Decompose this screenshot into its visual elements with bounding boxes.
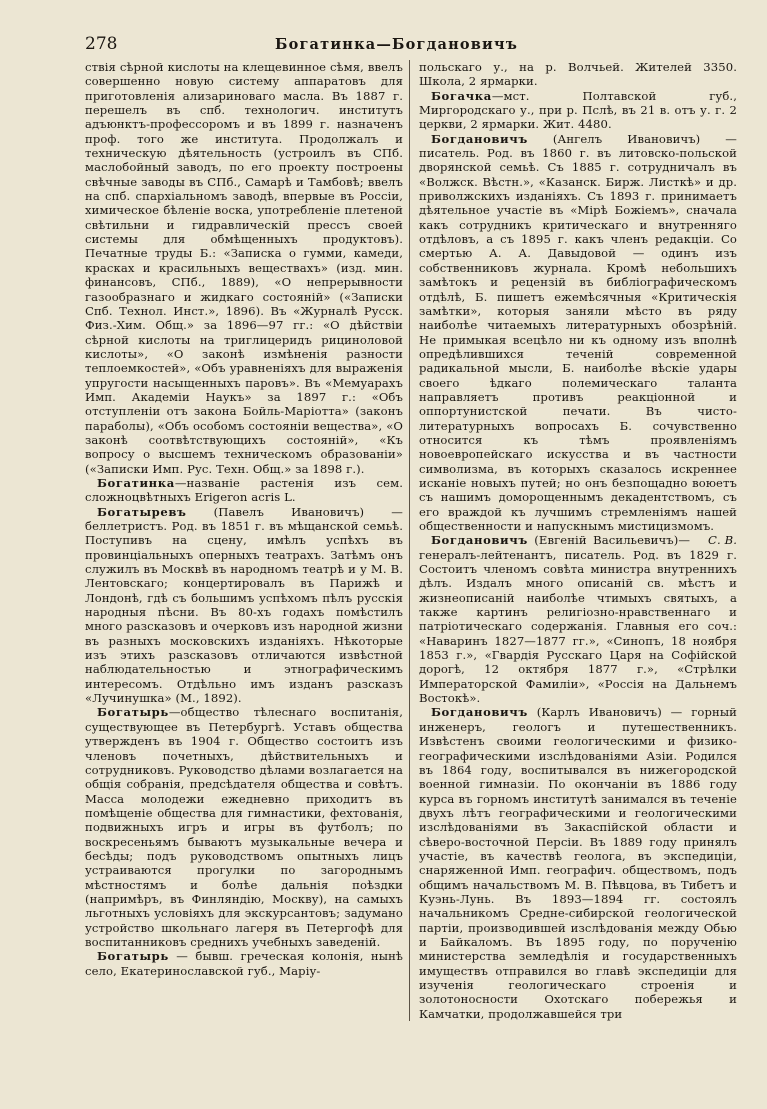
entry-paragraph: [419, 705, 737, 1021]
entry-text: (Евгеній Васильевичъ)— генералъ-лейтенантъ, писатель. Род. въ 1829 г. Состоитъ членомъ совѣта министра внутреннихъ дѣлъ. Издалъ много описаній св. мѣстъ и жизнеописаній наиболѣе чтимыхъ святыхъ, а также картинъ религіозно-нравственнаго и патріотическаго содержанія. Главныя его соч.: «Наваринъ 1827—1877 гг.», «Синопъ, 18 ноября 1853 г.», «Гвардія Русскаго Царя на Софійской дорогѣ, 12 октября 1877 г.», «Стрѣлки Императорской Фамиліи», «Россія на Дальнемъ Востокѣ».: [419, 533, 737, 706]
text-columns: [85, 60, 737, 1021]
entry-text: — бывш. греческая колонія, нынѣ село, Екатеринославской губ., Маріу-: [85, 949, 403, 978]
entry-headword: Богатыревъ: [97, 504, 187, 519]
entry-paragraph: [85, 476, 403, 505]
entry-text: (Ангелъ Ивановичъ) — писатель. Род. въ 1860 г. въ литовско-польской дворянской семьѣ. Съ 1885 г. сотрудничалъ въ «Волжск. Вѣстн.», «Казанск. Бирж. Листкѣ» и др. приволжскихъ изданіяхъ. Съ 1893 г. принимаетъ дѣятельное участіе въ «Мірѣ Божіемъ», сначала какъ сотрудникъ критическаго и внутренняго отдѣловъ, а съ 1895 г. какъ членъ редакціи. Со смертью А. А. Давыдовой — одинъ изъ собственниковъ журнала. Кромѣ небольшихъ замѣтокъ и рецензій въ библіографическомъ отдѣлѣ, Б. пишетъ ежемѣсячныя «Критическія замѣтки», которыя заняли мѣсто въ ряду наиболѣе читаемыхъ литературныхъ обозрѣній. Не примыкая всецѣло ни къ одному изъ вполнѣ опредѣлившихся теченій современной радикальной мысли, Б. наиболѣе вѣскіе удары своего ѣдкаго полемическаго таланта направляетъ противъ реакціонной и оппортунистской печати. Въ чисто-литературныхъ вопросахъ Б. сочувственно относится къ тѣмъ проявленіямъ новоевропейскаго искусства и въ частности символизма, въ которыхъ сказалось искреннее исканіе новыхъ путей; но онъ безпощадно воюетъ съ нашимъ доморощеннымъ декадентствомъ, съ его враждой къ лучшимъ стремленіямъ нашей общественности и напускнымъ мистицизмомъ.: [419, 131, 737, 533]
entry-text: —общество тѣлеснаго воспитанія, существующее въ Петербургѣ. Уставъ общества утвержденъ въ 1904 г. Общество состоитъ изъ членовъ почетныхъ, дѣйствительныхъ и сотрудниковъ. Руководство дѣлами возлагается на общія собранія, предсѣдателя общества и совѣтъ. Масса молодежи ежедневно приходитъ въ помѣщеніе общества для гимнастики, фехтованія, подвижныхъ игръ и игры въ футболъ; по воскресеньямъ бываютъ музыкальные вечера и бесѣды; подъ руководствомъ опытныхъ лицъ устраиваются прогулки по загороднымъ мѣстностямъ и болѣе дальнія поѣздки (напримѣръ, въ Финляндію, Москву), на самыхъ льготныхъ условіяхъ для экскурсантовъ; задумано устройство школьнаго лагеря въ Петергофѣ для воспитанниковъ среднихъ учебныхъ заведеній.: [85, 705, 403, 949]
entry-paragraph: [85, 705, 403, 949]
entry-text: ствія сѣрной кислоты на клещевинное сѣмя, ввелъ совершенно новую систему аппаратовъ для приготовленія ализариноваго масла. Въ 1887 г. перешелъ въ спб. технологич. институтъ адъюнктъ-профессоромъ и въ 1899 г. назначенъ проф. того же института. Продолжалъ и техническую дѣятельность (устроилъ въ СПб. маслобойный заводъ, по его проекту построены свѣчные заводы въ СПб., Самарѣ и Тамбовѣ; ввелъ на спб. спархіальномъ заводѣ, впервые въ Россіи, химическое бѣленіе воска, употребленіе плетеной свѣтильни и гидравлическій прессъ своей системы для обмѣщенныхъ продуктовъ). Печатные труды Б.: «Записка о гумми, камеди, красках и красильныхъ веществахъ» (изд. мин. финансовъ, СПб., 1889), «О непрерывности газообразнаго и жидкаго состояній» («Записки Спб. Технол. Инст.», 1896). Въ «Журналѣ Русск. Физ.-Хим. Общ.» за 1896—97 гг.: «О дѣйствіи сѣрной кислоты на триглицеридъ рициноловой кислоты», «О законѣ измѣненія разности теплоемкостей», «Объ уравненіяхъ для выраженія упругости насыщенныхъ паровъ». Въ «Мемуарахъ Имп. Академіи Наукъ» за 1897 г.: «Объ отступленіи отъ закона Бойль-Маріотта» (законъ параболы), «Объ особомъ состояніи вещества», «О законѣ соотвѣтствующихъ состояній», «Къ вопросу о высшемъ техническомъ образованіи» («Записки Имп. Рус. Техн. Общ.» за 1898 г.).: [85, 60, 403, 476]
entry-headword: Богдановичъ: [431, 705, 528, 720]
entry-paragraph: [419, 131, 737, 548]
entry-text: польскаго у., на р. Волчьей. Жителей 3350. Школа, 2 ярмарки.: [419, 60, 737, 89]
left-column: [85, 60, 410, 1021]
entry-headword: Богдановичъ: [431, 131, 528, 146]
entry-paragraph: [85, 60, 403, 476]
entry-paragraph: [419, 89, 737, 132]
author-signature: С. В.: [708, 533, 737, 548]
entry-headword: Богатинка: [97, 475, 175, 490]
entry-text: (Карлъ Ивановичъ) — горный инженеръ, геологъ и путешественникъ. Извѣстенъ своими геологическими и физико-географическими изслѣдованіями Азіи. Родился въ 1864 году, воспитывался въ нижегородской военной гимназіи. По окончаніи въ 1886 году курса въ горномъ институтѣ занимался въ теченіе двухъ лѣтъ географическими и геологическими изслѣдованіями въ Закаспійской области и сѣверо-восточной Персіи. Въ 1889 году принялъ участіе, въ качествѣ геолога, въ экспедиціи, снаряженной Имп. географич. обществомъ, подъ общимъ начальствомъ М. В. Пѣвцова, въ Тибетъ и Куэнь-Лунь. Въ 1893—1894 гг. состоялъ начальникомъ Средне-сибирской геологической партіи, производившей изслѣдованія между Обью и Байкаломъ. Въ 1895 году, по порученію министерства земледѣлія и государственныхъ имуществъ отправился во главѣ экспедиціи для изученія геологическаго строенія и золотоносности Охотскаго побережья и Камчатки, продолжавшейся три: [419, 705, 737, 1021]
page-number: 278: [85, 34, 118, 54]
entry-text: —мст. Полтавской губ., Миргородскаго у., при р. Пслѣ, въ 21 в. отъ у. г. 2 церкви, 2 ярмарки. Жит. 4480.: [419, 88, 737, 132]
entry-headword: Богдановичъ: [431, 533, 528, 548]
entry-paragraph: [85, 949, 403, 978]
entry-headword: Богатырь: [97, 705, 169, 720]
entry-paragraph: [419, 60, 737, 89]
page-header: [85, 34, 737, 58]
entry-paragraph: [419, 533, 737, 705]
entry-text: —названіе растенія изъ сем. сложноцвѣтныхъ Erigeron acris L.: [85, 475, 403, 505]
entry-headword: Богатырь: [97, 949, 169, 964]
entry-headword: Богачка: [431, 88, 492, 103]
entry-paragraph: [85, 505, 403, 706]
right-column: [419, 60, 737, 1021]
running-head: Богатинка—Богдановичъ: [275, 36, 519, 53]
entry-text: (Павелъ Ивановичъ) — беллетристъ. Род. въ 1851 г. въ мѣщанской семьѣ. Поступивъ на сцену, имѣлъ успѣхъ въ провинціальныхъ оперныхъ театрахъ. Затѣмъ онъ служилъ въ Москвѣ въ народномъ театрѣ и у М. В. Лентовскаго; концертировалъ въ Парижѣ и Лондонѣ, гдѣ съ большимъ успѣхомъ пѣлъ русскія народныя пѣсни. Въ 80-хъ годахъ помѣстилъ много разсказовъ и очерковъ изъ народной жизни въ разныхъ московскихъ изданіяхъ. Нѣкоторые изъ этихъ разсказовъ отличаются извѣстной наблюдательностью и этнографическимъ интересомъ. Отдѣльно имъ изданъ разсказъ «Лучинушка» (М., 1892).: [85, 504, 403, 706]
